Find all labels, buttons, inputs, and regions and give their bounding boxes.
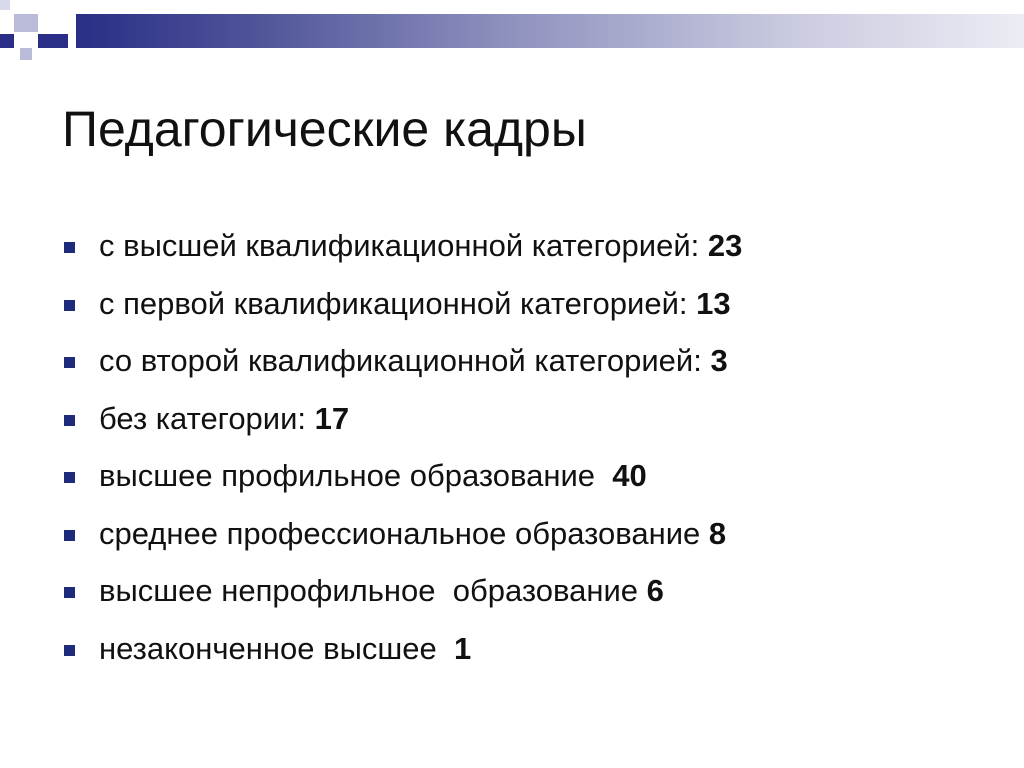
square-bullet-icon (64, 242, 75, 253)
item-label: без категории: (99, 400, 315, 436)
item-value: 23 (707, 228, 743, 263)
square-bullet-icon (64, 357, 75, 368)
item-text (99, 516, 726, 552)
decor-square (20, 48, 32, 60)
item-text (99, 343, 728, 379)
gradient-band (76, 14, 1024, 48)
bullet-list (64, 228, 742, 688)
list-item (64, 458, 742, 516)
decor-square (0, 0, 10, 10)
item-text (99, 573, 664, 609)
list-item (64, 401, 742, 459)
square-bullet-icon (64, 472, 75, 483)
list-item (64, 343, 742, 401)
item-text (99, 286, 731, 322)
decor-square (14, 14, 38, 32)
list-item (64, 228, 742, 286)
item-label: высшее непрофильное образование (99, 573, 647, 608)
list-item (64, 631, 742, 689)
item-value: 8 (708, 515, 727, 551)
decor-square (38, 34, 68, 48)
item-text (99, 631, 471, 667)
item-label: с первой квалификационной категорией: (99, 285, 697, 321)
item-value: 40 (612, 458, 647, 493)
item-text (99, 228, 742, 264)
square-bullet-icon (64, 300, 75, 311)
square-bullet-icon (64, 645, 75, 656)
item-value: 3 (710, 343, 728, 378)
item-label: среднее профессиональное образование (99, 515, 709, 551)
square-bullet-icon (64, 530, 75, 541)
item-value: 13 (696, 285, 731, 321)
item-value: 17 (314, 400, 350, 436)
item-value: 6 (646, 573, 664, 608)
item-label: незаконченное высшее (99, 630, 454, 666)
list-item (64, 286, 742, 344)
list-item (64, 516, 742, 574)
slide-title: Педагогические кадры (62, 101, 587, 157)
item-label: с высшей квалификационной категорией: (99, 228, 708, 263)
item-label: со второй квалификационной категорией: (99, 343, 711, 378)
square-bullet-icon (64, 415, 75, 426)
decor-square (42, 14, 64, 32)
list-item (64, 573, 742, 631)
item-text (99, 401, 349, 437)
item-label: высшее профильное образование (99, 458, 613, 493)
item-value: 1 (453, 630, 472, 666)
square-bullet-icon (64, 587, 75, 598)
item-text (99, 458, 647, 494)
decor-square (0, 34, 14, 48)
